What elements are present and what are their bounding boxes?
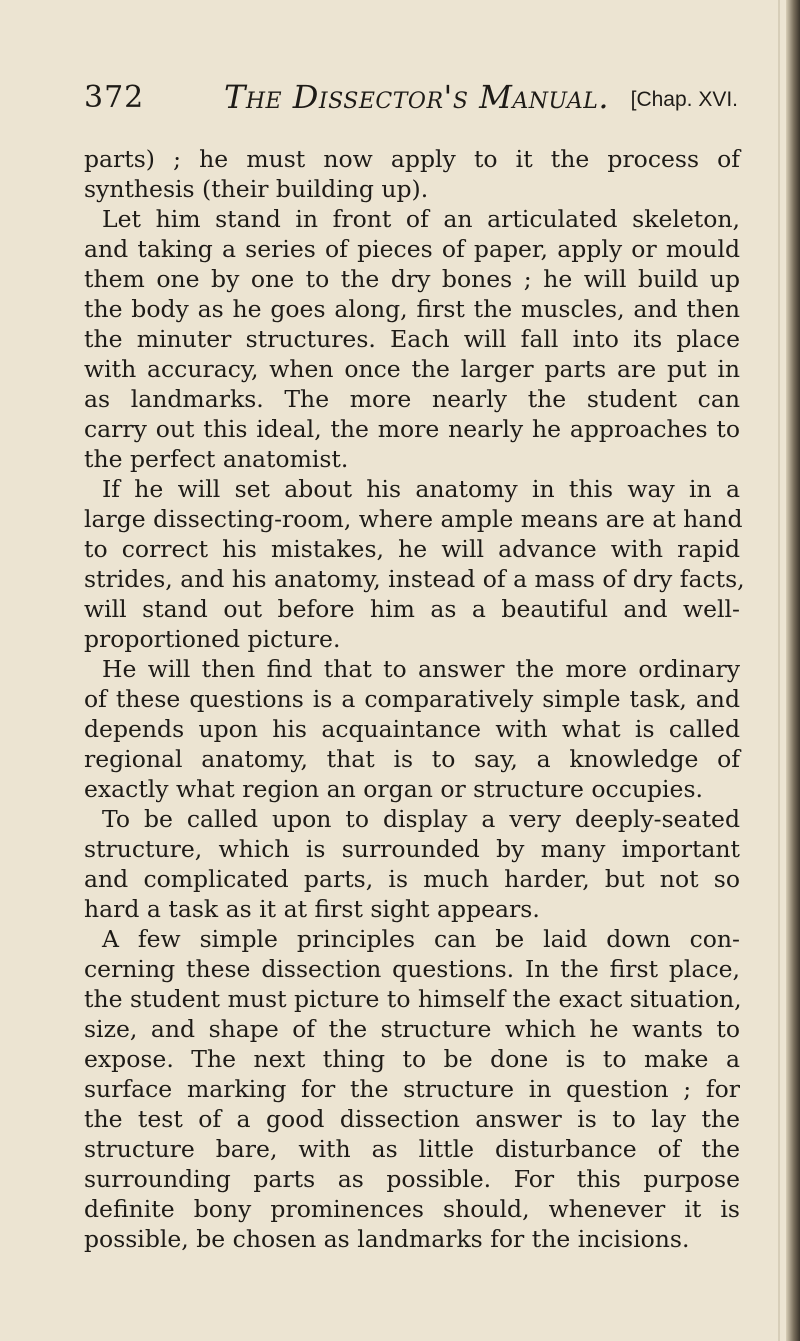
text-line: definite bony prominences should, whenever it is xyxy=(84,1195,740,1223)
text-line: parts) ; he must now apply to it the process of xyxy=(84,145,740,173)
text-line: synthesis (their building up). xyxy=(84,175,429,203)
text-line: A few simple principles can be laid down con- xyxy=(102,925,740,953)
text-line: surrounding parts as possible. For this purpose xyxy=(84,1165,740,1193)
text-line: To be called upon to display a very deeply-seated xyxy=(102,805,740,833)
text-line: hard a task as it at first sight appears. xyxy=(84,895,540,923)
page-edge-shadow xyxy=(778,0,780,1341)
text-line: of these questions is a comparatively simple task, and xyxy=(84,685,740,713)
text-line: the body as he goes along, first the muscles, and then xyxy=(84,295,740,323)
text-line: possible, be chosen as landmarks for the incisions. xyxy=(84,1225,690,1253)
text-line: cerning these dissection questions. In the first place, xyxy=(84,955,740,983)
text-line: the perfect anatomist. xyxy=(84,445,349,473)
text-line: the minuter structures. Each will fall into its place xyxy=(84,325,740,353)
text-line: expose. The next thing to be done is to make a xyxy=(84,1045,740,1073)
text-line: with accuracy, when once the larger parts are put in xyxy=(84,355,740,383)
text-line: will stand out before him as a beautiful and well- xyxy=(84,595,740,623)
text-line: large dissecting-room, where ample means are at hand xyxy=(84,505,743,533)
text-line: size, and shape of the structure which he wants to xyxy=(84,1015,740,1043)
text-line: strides, and his anatomy, instead of a mass of dry facts, xyxy=(84,565,745,593)
text-line: and taking a series of pieces of paper, apply or mould xyxy=(84,235,740,263)
chapter-reference: [Chap. XVI. xyxy=(630,88,738,111)
body-text xyxy=(84,144,745,1254)
text-line: as landmarks. The more nearly the student can xyxy=(84,385,740,413)
text-line: exactly what region an organ or structure occupies. xyxy=(84,775,703,803)
text-line: and complicated parts, is much harder, but not so xyxy=(84,865,740,893)
text-line: them one by one to the dry bones ; he will build up xyxy=(84,265,740,293)
text-line: Let him stand in front of an articulated skeleton, xyxy=(102,205,740,233)
text-line: regional anatomy, that is to say, a knowledge of xyxy=(84,745,740,773)
text-line: proportioned picture. xyxy=(84,625,341,653)
text-line: carry out this ideal, the more nearly he approaches to xyxy=(84,415,740,443)
text-line: the test of a good dissection answer is to lay the xyxy=(84,1105,740,1133)
text-line: surface marking for the structure in question ; for xyxy=(84,1075,740,1103)
page-edge xyxy=(786,0,800,1341)
text-line: structure bare, with as little disturbance of the xyxy=(84,1135,740,1163)
text-line: to correct his mistakes, he will advance with rapid xyxy=(84,535,740,563)
text-line: depends upon his acquaintance with what is called xyxy=(84,715,740,743)
page-header xyxy=(84,78,738,118)
page-number: 372 xyxy=(84,80,145,115)
text-line: He will then find that to answer the more ordinary xyxy=(102,655,740,683)
text-line: structure, which is surrounded by many important xyxy=(84,835,740,863)
text-line: If he will set about his anatomy in this way in a xyxy=(102,475,740,503)
running-title: The Dissector's Manual. xyxy=(224,78,610,116)
text-line: the student must picture to himself the exact situation, xyxy=(84,985,742,1013)
